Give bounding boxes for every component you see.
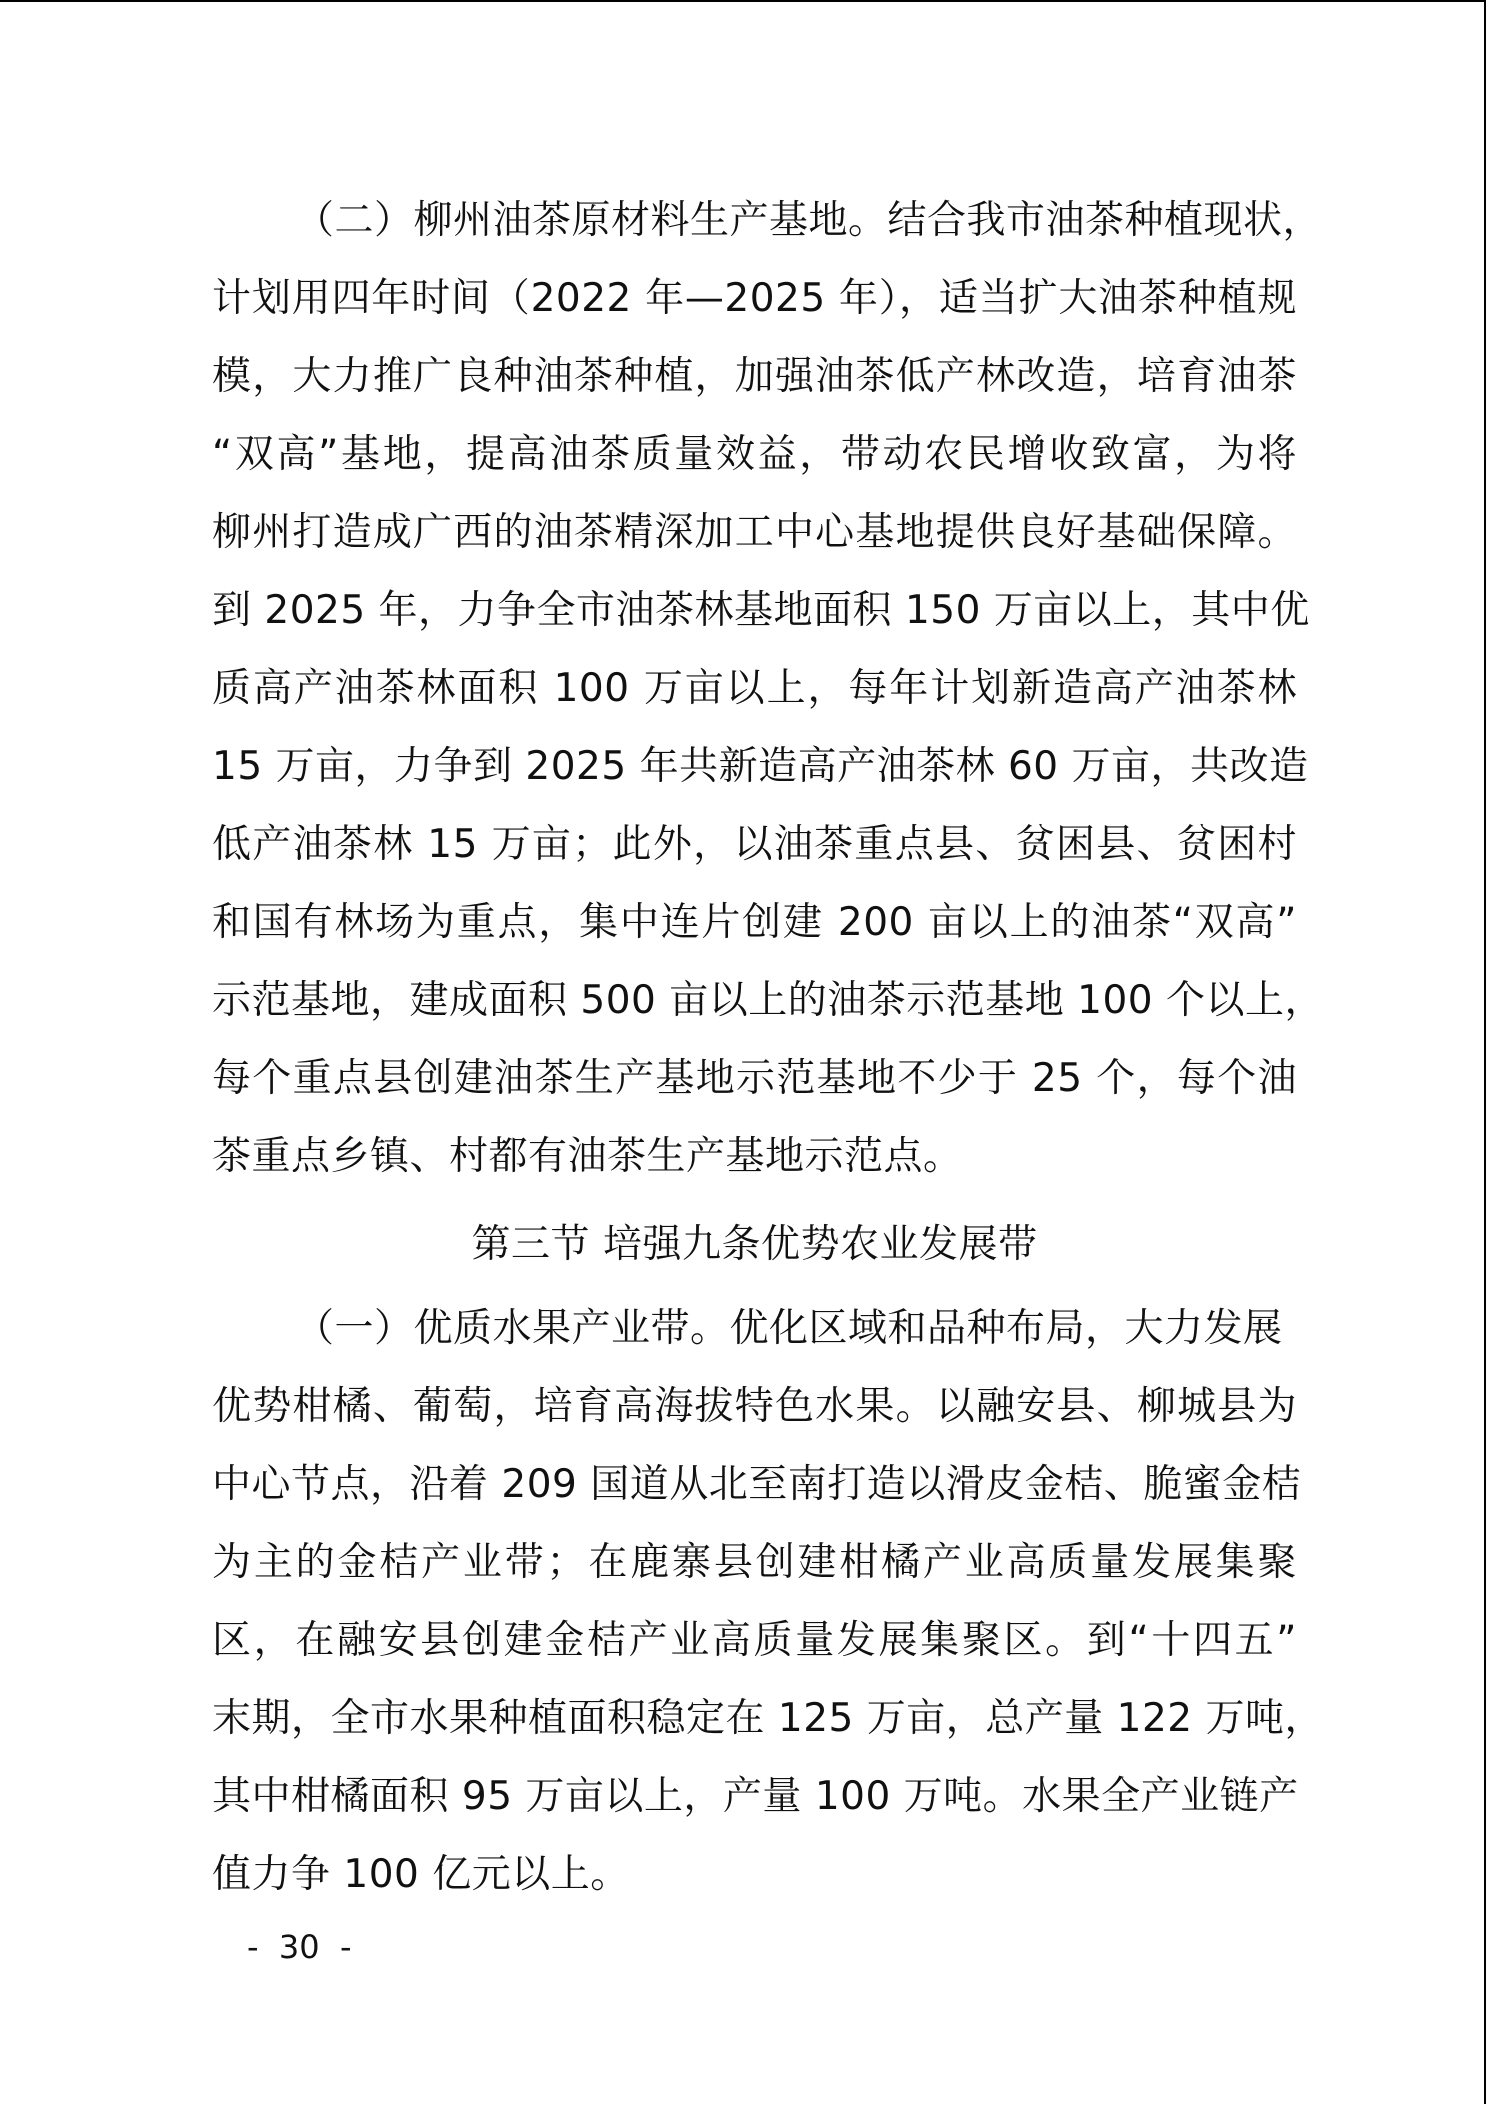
- paragraph-line: 质高产油茶林面积 100 万亩以上，每年计划新造高产油茶林: [212, 666, 1297, 711]
- document-body: [212, 182, 1324, 1914]
- page-number: - 30 -: [247, 1928, 352, 1966]
- paragraph-line: （二）柳州油茶原材料生产基地。结合我市油茶种植现状，: [295, 198, 1323, 243]
- paragraph-line: 到 2025 年，力争全市油茶林基地面积 150 万亩以上，其中优: [212, 588, 1310, 633]
- paragraph-line: 15 万亩，力争到 2025 年共新造高产油茶林 60 万亩，共改造: [212, 744, 1309, 789]
- paragraph-line: （一）优质水果产业带。优化区域和品种布局，大力发展: [295, 1306, 1283, 1351]
- paragraph-line: 柳州打造成广西的油茶精深加工中心基地提供良好基础保障。: [212, 510, 1297, 555]
- paragraph-line: 模，大力推广良种油茶种植，加强油茶低产林改造，培育油茶: [212, 354, 1297, 399]
- paragraph-line: 计划用四年时间（2022 年—2025 年），适当扩大油茶种植规: [212, 276, 1297, 321]
- paragraph-line: 中心节点，沿着 209 国道从北至南打造以滑皮金桔、脆蜜金桔: [212, 1462, 1302, 1507]
- paragraph-line: 低产油茶林 15 万亩；此外，以油茶重点县、贫困县、贫困村: [212, 822, 1297, 867]
- paragraph-line: 每个重点县创建油茶生产基地示范基地不少于 25 个，每个油: [212, 1056, 1297, 1101]
- section-heading: 第三节 培强九条优势农业发展带: [471, 1222, 1038, 1267]
- paragraph-line: 示范基地，建成面积 500 亩以上的油茶示范基地 100 个以上，: [212, 978, 1324, 1023]
- paragraph-line: 茶重点乡镇、村都有油茶生产基地示范点。: [212, 1134, 963, 1179]
- paragraph-oil-tea-base: [212, 182, 1324, 1196]
- paragraph-line: 为主的金桔产业带；在鹿寨县创建柑橘产业高质量发展集聚: [212, 1540, 1297, 1585]
- paragraph-line: 优势柑橘、葡萄，培育高海拔特色水果。以融安县、柳城县为: [212, 1384, 1297, 1429]
- paragraph-line: 值力争 100 亿元以上。: [212, 1852, 630, 1897]
- paragraph-fruit-belt: [212, 1290, 1324, 1914]
- paragraph-line: 其中柑橘面积 95 万亩以上，产量 100 万吨。水果全产业链产: [212, 1774, 1299, 1819]
- paragraph-line: 和国有林场为重点，集中连片创建 200 亩以上的油茶“双高”: [212, 900, 1297, 945]
- paragraph-line: “双高”基地，提高油茶质量效益，带动农民增收致富，为将: [212, 432, 1297, 477]
- paragraph-line: 区，在融安县创建金桔产业高质量发展集聚区。到“十四五”: [212, 1618, 1297, 1663]
- paragraph-line: 末期，全市水果种植面积稳定在 125 万亩，总产量 122 万吨，: [212, 1696, 1324, 1741]
